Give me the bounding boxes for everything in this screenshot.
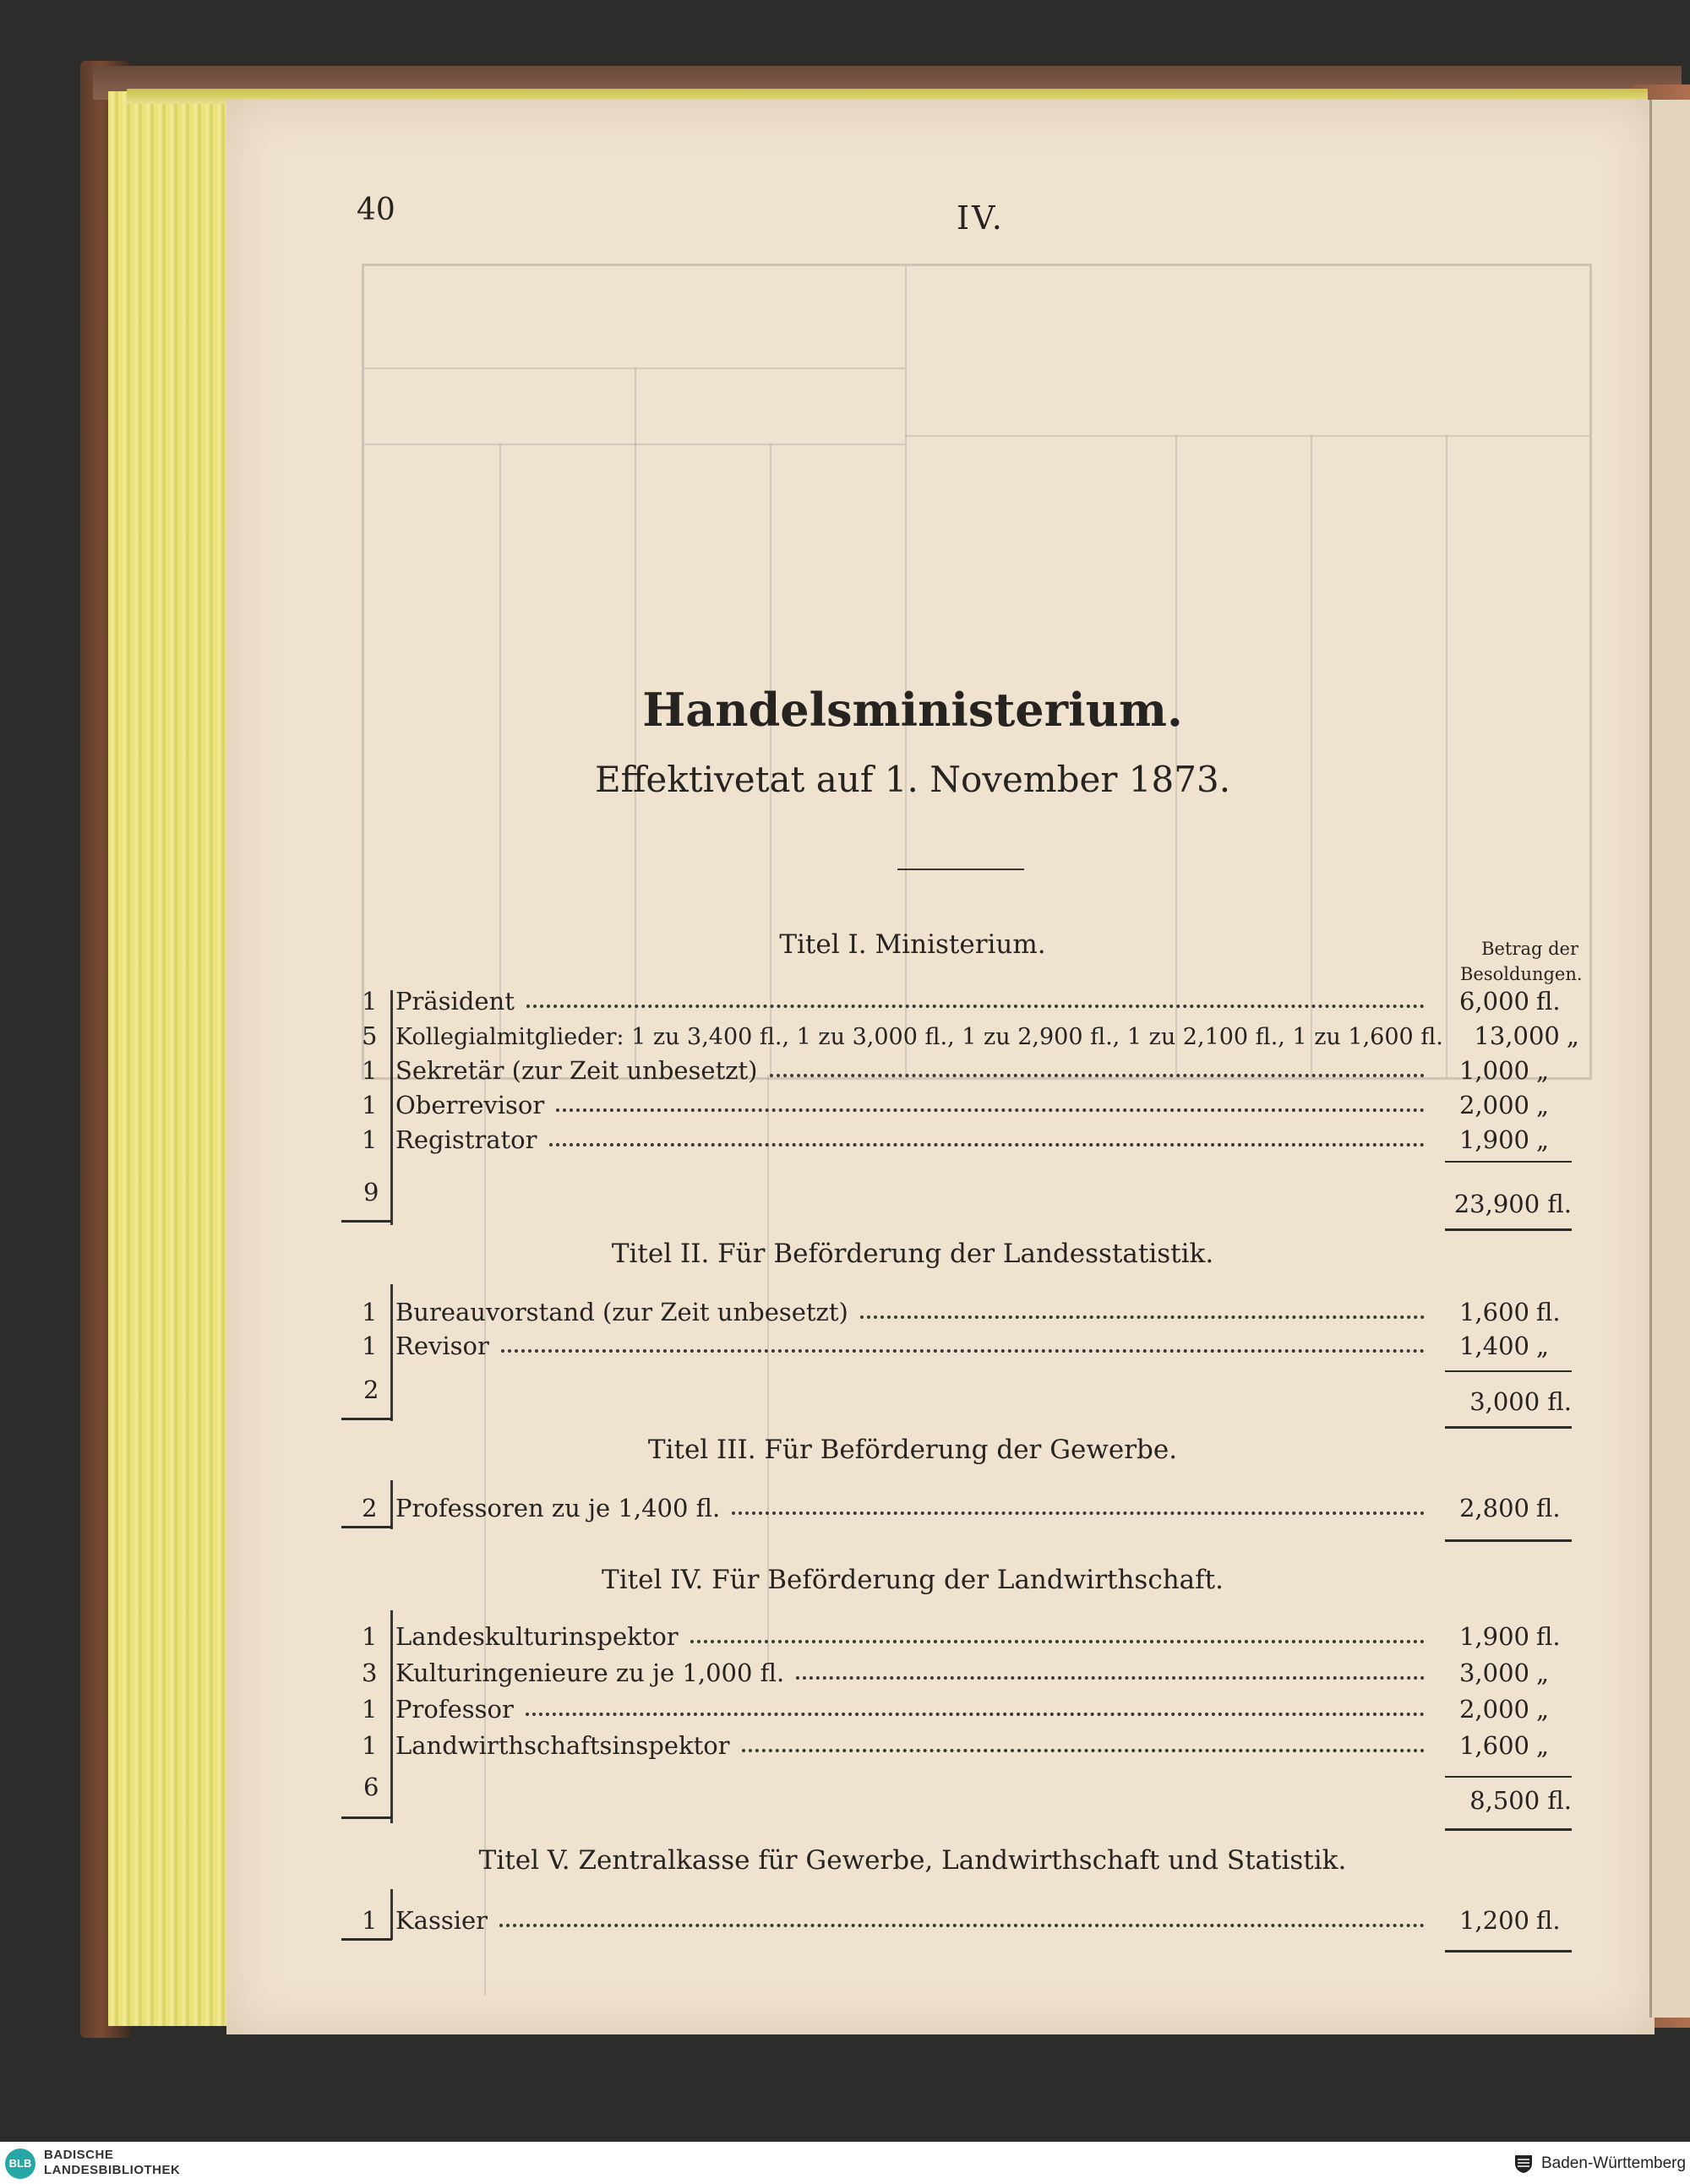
row-amount: 1,200 — [1458, 1906, 1529, 1935]
row-unit: „ — [1536, 1056, 1550, 1085]
row-label: Kollegialmitglieder: 1 zu 3,400 fl., 1 zu 3,000 fl., 1 zu 2,900 fl., 1 zu 2,100 fl., 1 zu 1,600 fl. — [395, 1024, 1443, 1050]
dot-leader — [526, 1005, 1425, 1008]
sum-rule — [1445, 1370, 1572, 1372]
dot-leader — [549, 1143, 1425, 1146]
row-amount: 2,800 — [1458, 1494, 1529, 1522]
total-rule — [1445, 1950, 1572, 1953]
row-label: Landeskulturinspektor — [395, 1622, 679, 1651]
sum-count-rule — [341, 1220, 392, 1223]
table-row — [362, 1086, 1572, 1119]
row-label: Kassier — [395, 1906, 488, 1935]
row-amount: 6,000 — [1458, 987, 1529, 1016]
coat-of-arms-icon — [1513, 2154, 1535, 2174]
blb-logo[interactable]: BLB — [5, 2149, 35, 2179]
row-amount: 1,900 — [1458, 1622, 1529, 1651]
section-title: Titel IV. Für Beförderung der Landwirthschaft. — [602, 1565, 1224, 1595]
dot-leader — [501, 1349, 1425, 1353]
row-count: 1 — [362, 1622, 378, 1651]
row-unit: „ — [1536, 1332, 1550, 1360]
page-subtitle: Effektivetat auf 1. November 1873. — [594, 759, 1231, 800]
page-edges — [108, 91, 235, 2026]
row-count: 1 — [362, 1091, 378, 1119]
page-number: 40 — [357, 193, 395, 227]
total-rule — [1445, 1228, 1572, 1231]
dot-leader — [796, 1676, 1425, 1680]
row-count: 3 — [362, 1658, 378, 1687]
row-count: 5 — [362, 1021, 378, 1050]
dot-leader — [732, 1511, 1425, 1515]
row-label: Kulturingenieure zu je 1,000 fl. — [395, 1658, 785, 1687]
table-row — [362, 1293, 1572, 1326]
row-count: 1 — [362, 1906, 378, 1935]
table-row — [362, 1617, 1572, 1651]
row-unit: fl. — [1536, 1298, 1561, 1326]
row-amount: 1,600 — [1458, 1731, 1529, 1760]
row-count: 1 — [362, 1056, 378, 1085]
section-total-amount: 8,500 fl. — [1469, 1786, 1572, 1815]
section-title: Titel III. Für Beförderung der Gewerbe. — [647, 1435, 1178, 1465]
table-row — [362, 1690, 1572, 1724]
row-unit: „ — [1536, 1125, 1550, 1154]
sum-rule — [1445, 1776, 1572, 1778]
row-label: Landwirthschaftsinspektor — [395, 1731, 730, 1760]
row-count: 1 — [362, 1298, 378, 1326]
row-label: Revisor — [395, 1332, 489, 1360]
library-footer — [0, 2142, 1690, 2184]
section-total-amount: 23,900 fl. — [1453, 1190, 1572, 1218]
row-count: 1 — [362, 1731, 378, 1760]
row-label: Sekretär (zur Zeit unbesetzt) — [395, 1056, 758, 1085]
row-amount: 2,000 — [1458, 1695, 1529, 1724]
table-row — [362, 1653, 1572, 1687]
table-row — [362, 982, 1572, 1016]
dot-leader — [499, 1924, 1425, 1927]
table-row — [362, 1901, 1572, 1935]
row-count: 2 — [362, 1494, 378, 1522]
row-unit: fl. — [1536, 1622, 1561, 1651]
section-title: Titel II. Für Beförderung der Landesstatistik. — [611, 1239, 1214, 1269]
row-amount: 1,600 — [1458, 1298, 1529, 1326]
table-row — [362, 1326, 1572, 1360]
row-unit: „ — [1536, 1658, 1550, 1687]
row-unit: „ — [1536, 1695, 1550, 1724]
sum-count-rule — [341, 1816, 392, 1819]
total-rule — [1445, 1828, 1572, 1831]
column-header: Betrag der Besoldungen. — [1460, 939, 1583, 984]
page-title: Handelsministerium. — [642, 683, 1183, 737]
row-amount: 1,400 — [1458, 1332, 1529, 1360]
section-total-count: 2 — [363, 1375, 379, 1404]
row-unit: „ — [1536, 1091, 1550, 1119]
section-numeral: IV. — [957, 199, 1005, 237]
heading-rule — [897, 869, 1024, 870]
row-unit: „ — [1536, 1731, 1550, 1760]
row-unit: fl. — [1536, 1494, 1561, 1522]
next-page-edge — [1649, 100, 1690, 2018]
state-name: Baden-Württemberg — [1541, 2154, 1687, 2172]
table-row — [362, 1016, 1579, 1050]
row-count: 1 — [362, 1125, 378, 1154]
row-unit: „ — [1566, 1021, 1579, 1050]
row-label: Präsident — [395, 987, 515, 1016]
row-label: Professoren zu je 1,400 fl. — [395, 1494, 721, 1522]
row-amount: 1,900 — [1458, 1125, 1529, 1154]
row-count: 1 — [362, 1332, 378, 1360]
section-total-count: 9 — [363, 1178, 379, 1206]
table-row — [362, 1051, 1572, 1085]
row-label: Registrator — [395, 1125, 537, 1154]
table-row — [362, 1489, 1572, 1522]
row-unit: fl. — [1536, 1906, 1561, 1935]
dot-leader — [770, 1074, 1426, 1077]
dot-leader — [556, 1108, 1425, 1112]
section-total-amount: 3,000 fl. — [1469, 1387, 1572, 1416]
sum-rule — [1445, 1161, 1572, 1163]
table-row — [362, 1120, 1572, 1154]
row-amount: 1,000 — [1458, 1056, 1529, 1085]
dot-leader — [690, 1640, 1425, 1643]
row-count: 1 — [362, 1695, 378, 1724]
row-amount: 2,000 — [1458, 1091, 1529, 1119]
total-rule — [1445, 1539, 1572, 1542]
dot-leader — [742, 1749, 1425, 1752]
section-total-count: 6 — [363, 1773, 379, 1801]
row-amount: 3,000 — [1458, 1658, 1529, 1687]
library-name: BADISCHE LANDESBIBLIOTHEK — [44, 2148, 181, 2177]
section-title: Titel V. Zentralkasse für Gewerbe, Landwirthschaft und Statistik. — [478, 1845, 1347, 1876]
row-label: Professor — [395, 1695, 514, 1724]
row-label: Bureauvorstand (zur Zeit unbesetzt) — [395, 1298, 848, 1326]
row-amount: 13,000 — [1474, 1021, 1560, 1050]
section-title: Titel I. Ministerium. — [779, 929, 1046, 960]
sum-count-rule — [341, 1418, 392, 1420]
sum-count-rule — [341, 1526, 392, 1528]
total-rule — [1445, 1426, 1572, 1429]
row-unit: fl. — [1536, 987, 1561, 1016]
row-label: Oberrevisor — [395, 1091, 545, 1119]
row-count: 1 — [362, 987, 378, 1016]
dot-leader — [526, 1713, 1425, 1716]
dot-leader — [860, 1315, 1425, 1319]
sum-count-rule — [341, 1938, 392, 1941]
table-row — [362, 1726, 1572, 1760]
